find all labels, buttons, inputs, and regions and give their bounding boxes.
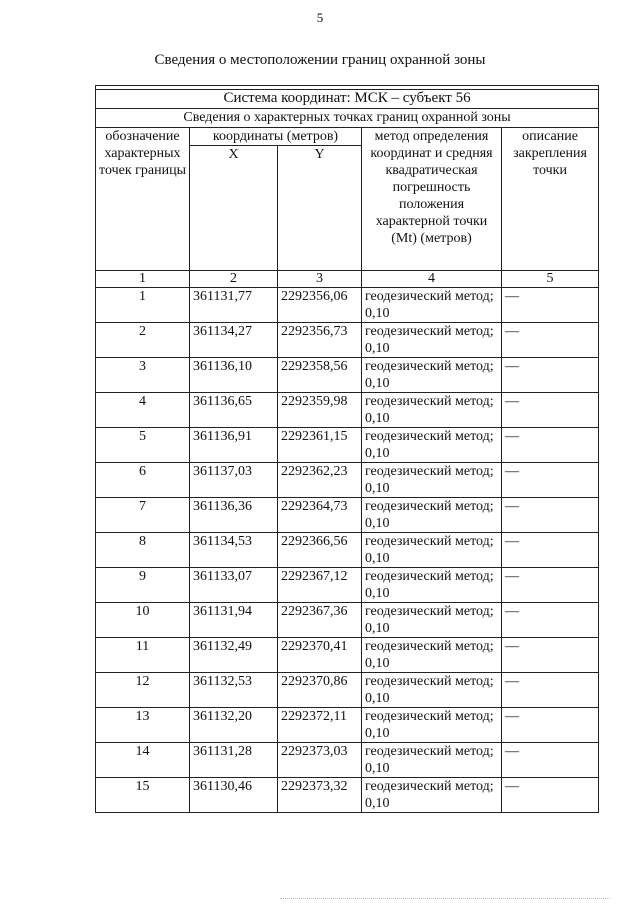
description-cell: —	[502, 533, 599, 568]
method-cell: геодезический метод; 0,10	[362, 673, 502, 708]
description-cell: —	[502, 638, 599, 673]
point-number-cell: 2	[96, 323, 190, 358]
table-row	[96, 568, 599, 603]
description-cell: —	[502, 428, 599, 463]
method-cell: геодезический метод; 0,10	[362, 743, 502, 778]
method-cell: геодезический метод; 0,10	[362, 498, 502, 533]
table-row	[96, 393, 599, 428]
table-row	[96, 428, 599, 463]
x-coordinate-cell: 361136,65	[190, 393, 278, 428]
header-x: X	[190, 146, 278, 271]
y-coordinate-cell: 2292356,06	[278, 288, 362, 323]
y-coordinate-cell: 2292367,36	[278, 603, 362, 638]
point-number-cell: 7	[96, 498, 190, 533]
method-cell: геодезический метод; 0,10	[362, 463, 502, 498]
coordinate-system-cell: Система координат: МСК – субъект 56	[96, 90, 599, 109]
point-number-cell: 1	[96, 288, 190, 323]
x-coordinate-cell: 361132,49	[190, 638, 278, 673]
method-cell: геодезический метод; 0,10	[362, 288, 502, 323]
description-cell: —	[502, 393, 599, 428]
point-number-cell: 3	[96, 358, 190, 393]
method-cell: геодезический метод; 0,10	[362, 708, 502, 743]
method-cell: геодезический метод; 0,10	[362, 778, 502, 813]
description-cell: —	[502, 603, 599, 638]
x-coordinate-cell: 361136,36	[190, 498, 278, 533]
column-number-5: 5	[502, 271, 599, 288]
y-coordinate-cell: 2292361,15	[278, 428, 362, 463]
table-row	[96, 708, 599, 743]
document-title: Сведения о местоположении границ охранной зоны	[154, 52, 486, 68]
x-coordinate-cell: 361134,53	[190, 533, 278, 568]
table-row	[96, 463, 599, 498]
description-cell: —	[502, 463, 599, 498]
info-cell: Сведения о характерных точках границ охранной зоны	[96, 109, 599, 128]
column-number-2: 2	[190, 271, 278, 288]
point-number-cell: 5	[96, 428, 190, 463]
point-number-cell: 13	[96, 708, 190, 743]
x-coordinate-cell: 361134,27	[190, 323, 278, 358]
y-coordinate-cell: 2292356,73	[278, 323, 362, 358]
point-number-cell: 11	[96, 638, 190, 673]
column-number-3: 3	[278, 271, 362, 288]
table-row	[96, 358, 599, 393]
boundary-points-table	[95, 85, 599, 813]
point-number-cell: 8	[96, 533, 190, 568]
coordinate-system-row	[96, 90, 599, 109]
method-cell: геодезический метод; 0,10	[362, 428, 502, 463]
header-y: Y	[278, 146, 362, 271]
table-row	[96, 533, 599, 568]
y-coordinate-cell: 2292373,32	[278, 778, 362, 813]
y-coordinate-cell: 2292372,11	[278, 708, 362, 743]
description-cell: —	[502, 708, 599, 743]
column-number-1: 1	[96, 271, 190, 288]
x-coordinate-cell: 361131,77	[190, 288, 278, 323]
page-number: 5	[316, 10, 324, 25]
method-cell: геодезический метод; 0,10	[362, 603, 502, 638]
y-coordinate-cell: 2292358,56	[278, 358, 362, 393]
table-row	[96, 323, 599, 358]
header-description: описание закрепления точки	[502, 128, 599, 271]
y-coordinate-cell: 2292370,86	[278, 673, 362, 708]
x-coordinate-cell: 361133,07	[190, 568, 278, 603]
point-number-cell: 10	[96, 603, 190, 638]
point-number-cell: 14	[96, 743, 190, 778]
x-coordinate-cell: 361136,91	[190, 428, 278, 463]
header-method: метод определения координат и средняя квадратическая погрешность положения характерной точки (Mt) (метров)	[362, 128, 502, 271]
description-cell: —	[502, 673, 599, 708]
y-coordinate-cell: 2292362,23	[278, 463, 362, 498]
point-number-cell: 15	[96, 778, 190, 813]
header-designation: обозначение характерных точек границы	[96, 128, 190, 271]
method-cell: геодезический метод; 0,10	[362, 533, 502, 568]
table-body	[96, 86, 599, 813]
x-coordinate-cell: 361132,20	[190, 708, 278, 743]
y-coordinate-cell: 2292373,03	[278, 743, 362, 778]
y-coordinate-cell: 2292366,56	[278, 533, 362, 568]
description-cell: —	[502, 288, 599, 323]
header-row-1	[96, 128, 599, 146]
table-row	[96, 743, 599, 778]
table-row	[96, 603, 599, 638]
description-cell: —	[502, 323, 599, 358]
table-row	[96, 498, 599, 533]
y-coordinate-cell: 2292364,73	[278, 498, 362, 533]
column-number-4: 4	[362, 271, 502, 288]
table-row	[96, 673, 599, 708]
description-cell: —	[502, 743, 599, 778]
description-cell: —	[502, 358, 599, 393]
footer-scan-marks	[280, 898, 610, 903]
table-row	[96, 778, 599, 813]
info-row	[96, 109, 599, 128]
method-cell: геодезический метод; 0,10	[362, 638, 502, 673]
x-coordinate-cell: 361130,46	[190, 778, 278, 813]
method-cell: геодезический метод; 0,10	[362, 393, 502, 428]
x-coordinate-cell: 361131,28	[190, 743, 278, 778]
x-coordinate-cell: 361132,53	[190, 673, 278, 708]
y-coordinate-cell: 2292367,12	[278, 568, 362, 603]
method-cell: геодезический метод; 0,10	[362, 358, 502, 393]
method-cell: геодезический метод; 0,10	[362, 568, 502, 603]
table-row	[96, 638, 599, 673]
method-cell: геодезический метод; 0,10	[362, 323, 502, 358]
x-coordinate-cell: 361136,10	[190, 358, 278, 393]
table-row	[96, 288, 599, 323]
description-cell: —	[502, 568, 599, 603]
x-coordinate-cell: 361131,94	[190, 603, 278, 638]
point-number-cell: 9	[96, 568, 190, 603]
column-numbers-row	[96, 271, 599, 288]
point-number-cell: 4	[96, 393, 190, 428]
description-cell: —	[502, 498, 599, 533]
y-coordinate-cell: 2292359,98	[278, 393, 362, 428]
point-number-cell: 6	[96, 463, 190, 498]
x-coordinate-cell: 361137,03	[190, 463, 278, 498]
header-coordinates: координаты (метров)	[190, 128, 362, 146]
y-coordinate-cell: 2292370,41	[278, 638, 362, 673]
point-number-cell: 12	[96, 673, 190, 708]
description-cell: —	[502, 778, 599, 813]
